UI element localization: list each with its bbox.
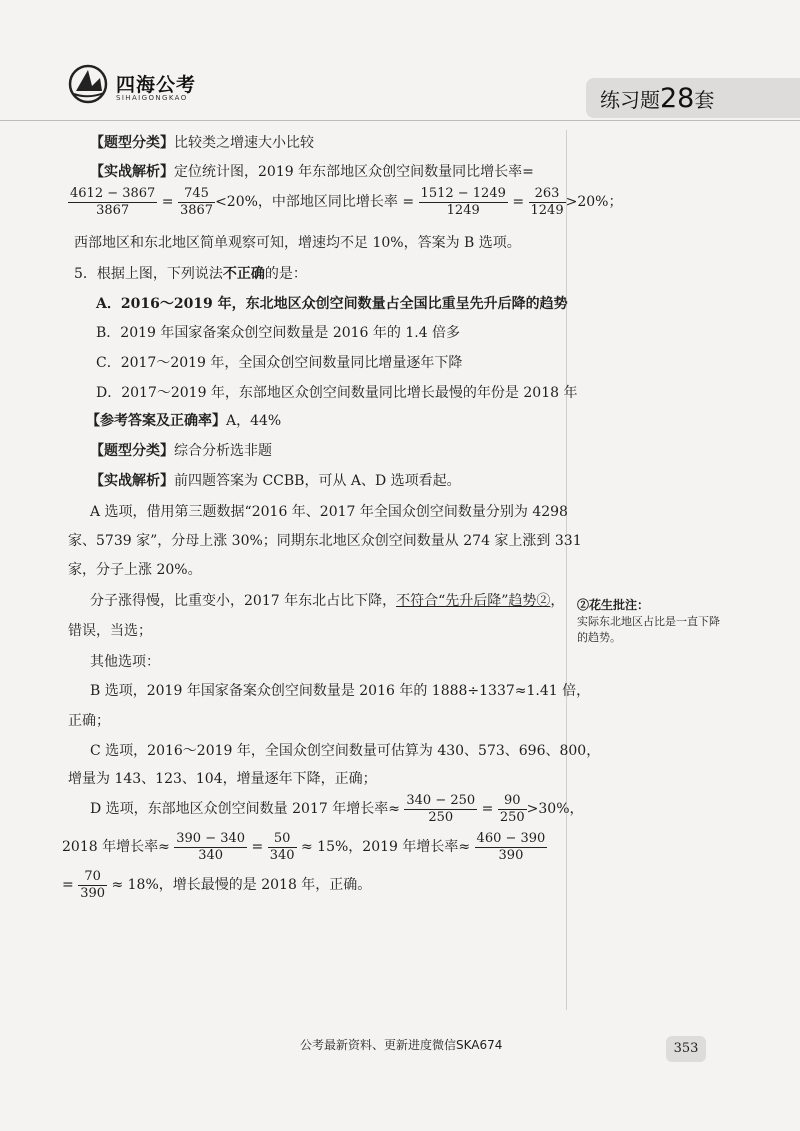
q4-fraction-3: $\frac{1512 - 1249}{1249}$ [420,185,506,218]
q5-d3-end: ≈ 18%，增长最慢的是 2018 年，正确。 [111,877,372,893]
q5-d-pre: D 选项，东部地区众创空间数量 2017 年增长率≈ [90,801,400,817]
tab-number: 28 [660,83,695,114]
q4-analysis-label: 【实战解析】 [90,164,174,180]
q5-stem-emphasis: 不正确 [222,266,265,282]
q5-stem-prefix: 5．根据上图，下列说法 [74,266,223,282]
chapter-tab-label [600,83,714,114]
q5-analysis-text: 前四题答案为 CCBB，可从 A、D 选项看起。 [174,473,461,489]
margin-divider [566,130,567,1010]
q5-d2-pre: 2018 年增长率≈ [62,839,170,855]
q5-type-line [90,442,272,460]
footer-text: 公考最新资料、更新进度微信SKA674 [300,1038,503,1052]
q4-type-text: 比较类之增速大小比较 [174,135,314,151]
q5-a-line-5: 错误，当选； [68,623,152,639]
equals-sign: = [512,194,525,210]
q5-answer-line [86,412,281,430]
q5-d-end: >30%， [526,801,584,817]
q5-a-line-2: 家、5739 家”，分母上涨 30%；同期东北地区众创空间数量从 274 家上涨到 331 [68,533,582,549]
side-note-body: 实际东北地区占比是一直下降的趋势。 [577,615,720,644]
q5-option-a: A．2016～2019 年，东北地区众创空间数量占全国比重呈先升后降的趋势 [96,296,568,312]
q5-d2-fraction-3: $\frac{460 - 390}{390}$ [476,830,546,863]
q5-stem [74,265,307,283]
q5-answer-label: 【参考答案及正确率】 [86,413,226,429]
equals-sign: = [62,877,74,893]
q4-formula-line [68,184,622,220]
q4-mid-text: <20%，中部地区同比增长率 = [215,194,415,210]
q4-type-label: 【题型分类】 [90,135,174,151]
q5-c-line-1: C 选项，2016～2019 年，全国众创空间数量可估算为 430、573、696、800， [90,743,601,759]
q5-d-line-2 [62,829,547,865]
q5-a-line-4-underlined: 不符合“先升后降”趋势② [396,593,551,609]
q5-d3-fraction: $\frac{70}{390}$ [80,868,106,901]
q5-others: 其他选项： [90,654,160,670]
header-divider [0,120,800,121]
q5-a-line-1: A 选项，借用第三题数据“2016 年、2017 年全国众创空间数量分别为 4298 [90,504,568,520]
q5-option-d: D．2017～2019 年，东部地区众创空间数量同比增长最慢的年份是 2018 年 [96,385,578,401]
q4-fraction-4: $\frac{263}{1249}$ [530,185,564,218]
q5-type-label: 【题型分类】 [90,443,174,459]
q5-d2-mid: ≈ 15%，2019 年增长率≈ [300,839,471,855]
side-note-title: ②花生批注： [577,598,650,612]
q5-a-line-4-text: 分子涨得慢，比重变小，2017 年东北占比下降， [90,593,397,609]
q5-c-line-2: 增量为 143、123、104，增量逐年下降，正确； [68,771,377,787]
q5-b-line-2: 正确； [68,713,110,729]
q5-answer-text: A，44% [226,413,282,429]
q5-d-fraction-2: $\frac{90}{250}$ [499,792,525,825]
equals-sign: = [251,839,264,855]
q4-end-text: >20%； [565,194,623,210]
tab-prefix: 练习题 [600,88,660,112]
q5-a-line-3: 家，分子上涨 20%。 [68,562,202,578]
q5-b-line-1: B 选项，2019 年国家备案众创空间数量是 2016 年的 1888÷1337≈1.41 倍， [90,683,591,699]
q4-type-line [90,134,314,152]
q5-option-c: C．2017～2019 年，全国众创空间数量同比增量逐年下降 [96,355,463,371]
q5-d2-fraction-1: $\frac{390 - 340}{340}$ [176,830,246,863]
q5-analysis-label: 【实战解析】 [90,473,174,489]
q4-fraction-1: $\frac{4612 - 3867}{3867}$ [70,185,156,218]
q5-stem-suffix: 的是： [264,266,307,282]
brand-name: 四海公考 [116,74,197,96]
q4-conclusion: 西部地区和东北地区简单观察可知，增速均不足 10%，答案为 B 选项。 [74,235,521,251]
q4-analysis-line [90,163,534,181]
q5-type-text: 综合分析选非题 [174,443,272,459]
tab-suffix: 套 [694,88,715,112]
q5-d-line-1 [90,791,584,827]
q5-a-line-4-post: ， [550,593,565,609]
q4-analysis-text: 定位统计图，2019 年东部地区众创空间数量同比增长率= [174,164,534,180]
equals-sign: = [161,194,174,210]
q5-d2-fraction-2: $\frac{50}{340}$ [269,830,295,863]
q4-fraction-2: $\frac{745}{3867}$ [179,185,214,218]
q5-analysis-line [90,472,461,490]
q5-option-b: B．2019 年国家备案众创空间数量是 2016 年的 1.4 倍多 [96,325,461,341]
q5-a-line-4 [90,592,564,610]
q5-d-line-3 [62,867,371,903]
equals-sign: = [481,801,494,817]
q5-d-fraction-1: $\frac{340 - 250}{250}$ [406,792,476,825]
page-number: 353 [666,1036,706,1062]
brand-subtitle: SIHAIGONGKAO [116,94,188,102]
